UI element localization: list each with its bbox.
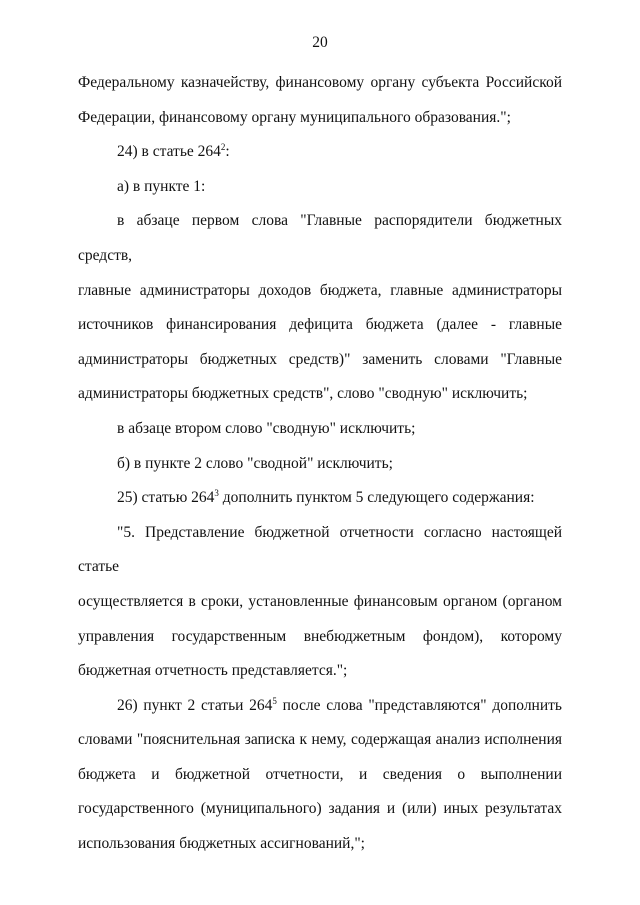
paragraph-item-25 bbox=[78, 481, 562, 516]
text-line: Федерации, финансовому органу муниципального образования."; bbox=[78, 108, 511, 126]
paragraph-text: : bbox=[225, 143, 230, 161]
paragraph-text: 24) в статье 264 bbox=[117, 143, 221, 161]
text-line: словами "пояснительная записка к нему, содержащая анализ исполнения bbox=[78, 731, 562, 749]
superscript: 2 bbox=[220, 142, 226, 153]
superscript: 5 bbox=[272, 695, 277, 706]
text-line: администраторы бюджетных средств", слово "сводную" исключить; bbox=[78, 385, 528, 403]
paragraph-text: 25) статью 264 bbox=[117, 489, 215, 507]
text-line: бюджета и бюджетной отчетности, и сведения о выполнении bbox=[78, 765, 562, 783]
document-body bbox=[78, 66, 562, 862]
text-line: осуществляется в сроки, установленные финансовым органом (органом bbox=[78, 592, 562, 610]
text-line: использования бюджетных ассигнований,"; bbox=[78, 835, 365, 853]
text-line: "5. Представление бюджетной отчетности согласно настоящей статье bbox=[78, 523, 562, 576]
text-line: главные администраторы доходов бюджета, главные администраторы bbox=[78, 281, 562, 299]
text-line: в абзаце первом слова "Главные распорядители бюджетных средств, bbox=[78, 212, 562, 264]
text-line: источников финансирования дефицита бюджета (далее - главные bbox=[78, 316, 562, 334]
paragraph-text: дополнить пунктом 5 следующего содержания: bbox=[218, 489, 535, 507]
text-line: администраторы бюджетных средств)" заменить словами "Главные bbox=[78, 350, 562, 368]
subitem-a: а) в пункте 1: bbox=[117, 177, 206, 195]
paragraph-item-26 bbox=[78, 689, 562, 724]
paragraph-item-24 bbox=[78, 135, 562, 170]
paragraph-text: после слова "представляются" дополнить bbox=[276, 696, 562, 714]
paragraph-text: в абзаце втором слово "сводную" исключить; bbox=[117, 419, 416, 437]
text-line: управления государственным внебюджетным фондом), которому bbox=[78, 627, 562, 645]
subitem-b: б) в пункте 2 слово "сводной" исключить; bbox=[117, 454, 393, 472]
text-line: Федеральному казначейству, финансовому органу субъекта Российской bbox=[78, 74, 562, 91]
superscript: 3 bbox=[214, 488, 219, 499]
page-number: 20 bbox=[312, 34, 328, 51]
text-line: бюджетная отчетность представляется."; bbox=[78, 662, 348, 680]
paragraph-text: 26) пункт 2 статьи 264 bbox=[117, 696, 273, 714]
text-line: государственного (муниципального) задания и (или) иных результатах bbox=[78, 800, 562, 818]
